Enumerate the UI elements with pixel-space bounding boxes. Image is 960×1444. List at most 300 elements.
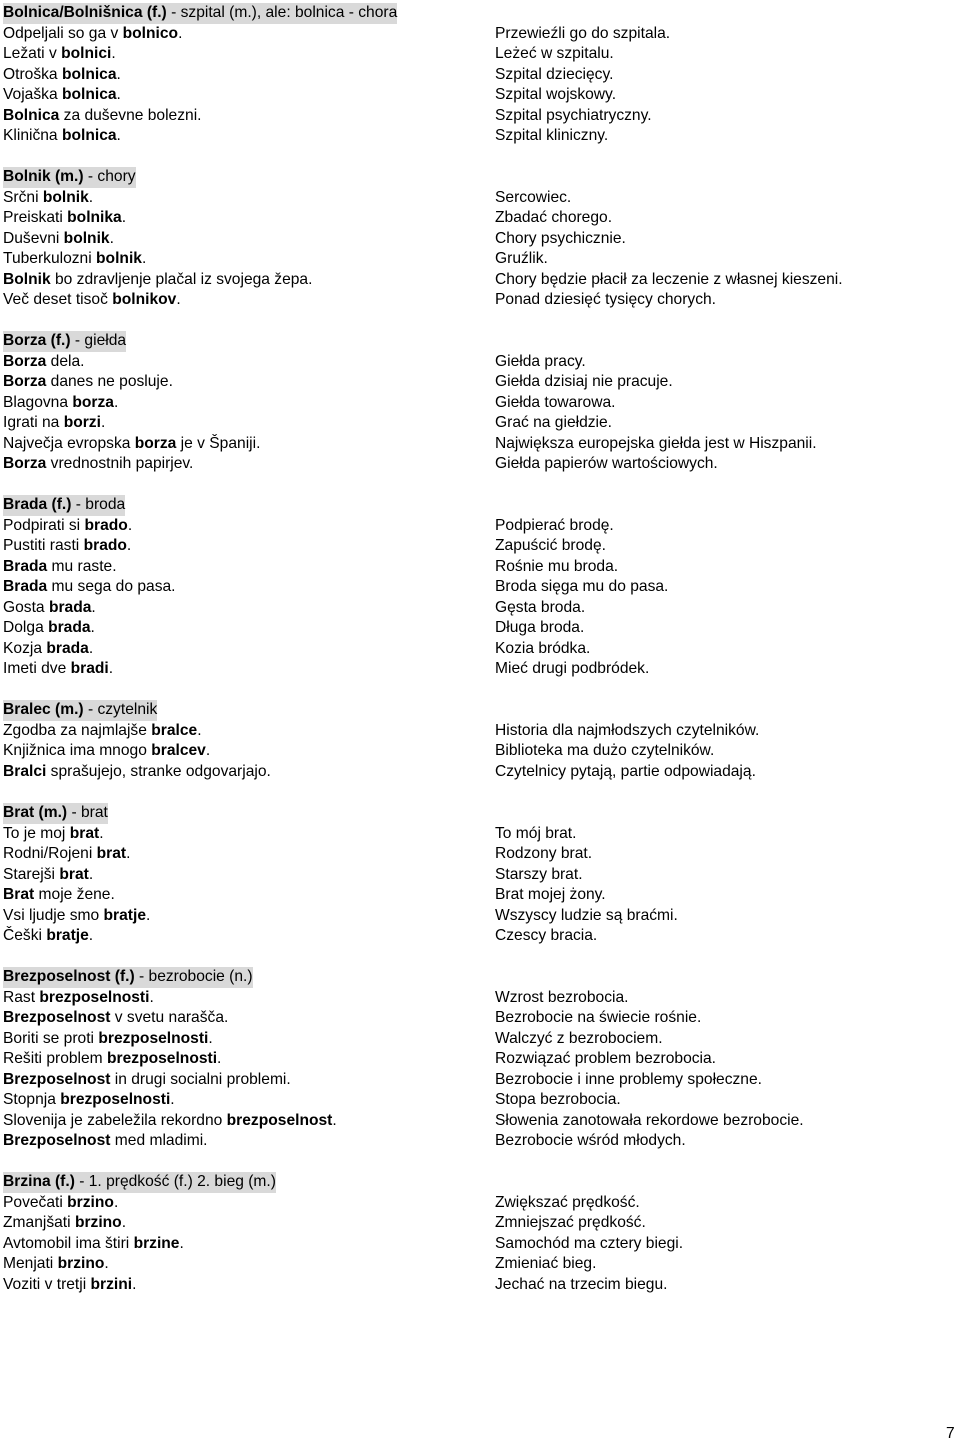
example-row [0, 721, 960, 742]
text-fragment: . [88, 865, 94, 883]
headword-form: bolnica [61, 65, 117, 83]
text-fragment: . [116, 65, 121, 83]
polish-translation: Ponad dziesięć tysięcy chorych. [495, 291, 717, 308]
polish-translation: Szpital kliniczny. [495, 127, 609, 144]
example-row [0, 1090, 960, 1111]
text-fragment: mu raste. [47, 557, 117, 575]
headword-form: Bolnik (m.) [3, 168, 84, 185]
example-row [0, 926, 960, 947]
text-fragment: sprašujejo, stranke odgovarjajo. [46, 762, 271, 780]
example-row [0, 372, 960, 393]
text-fragment: . [109, 229, 114, 247]
headword-form: Bolnik [3, 270, 51, 288]
headword-form: Borza [3, 373, 47, 390]
polish-translation: Bezrobocie i inne problemy społeczne. [495, 1070, 762, 1088]
polish-translation: Sercowiec. [495, 188, 572, 206]
dictionary-entry [0, 167, 960, 311]
entry-heading-row [0, 167, 960, 188]
polish-translation: Leżeć w szpitalu. [495, 45, 614, 62]
slovenian-example [3, 906, 150, 927]
slovenian-example [3, 1254, 109, 1275]
text-fragment: Tuberkulozni [3, 250, 97, 267]
polish-translation: Rozwiązać problem bezrobocia. [495, 1050, 717, 1067]
polish-translation: Wzrost bezrobocia. [495, 988, 629, 1006]
polish-translation: Brat mojej żony. [495, 886, 606, 903]
text-fragment: Rodni/Rojeni [3, 845, 97, 862]
text-fragment: . [113, 1193, 119, 1211]
polish-translation: Starszy brat. [495, 865, 583, 883]
headword-form: Brezposelnost [3, 1132, 111, 1149]
slovenian-example [3, 44, 116, 65]
dictionary-entry [0, 331, 960, 475]
headword-form: Brezposelnost [3, 1009, 111, 1026]
example-row [0, 659, 960, 680]
headword-form: bolnikov [112, 291, 177, 308]
example-row [0, 536, 960, 557]
example-row [0, 208, 960, 229]
text-fragment: Povečati [3, 1193, 68, 1211]
text-fragment: . [149, 988, 154, 1006]
polish-translation: Jechać na trzecim biegu. [495, 1275, 668, 1293]
slovenian-example [3, 926, 93, 947]
polish-translation: Rośnie mu broda. [495, 557, 619, 575]
dictionary-entry [0, 495, 960, 680]
polish-translation: Stopa bezrobocia. [495, 1091, 621, 1108]
text-fragment: Otroška [3, 65, 62, 83]
polish-translation: Zapuścić brodę. [495, 537, 606, 554]
dictionary-entry [0, 967, 960, 1152]
slovenian-example [3, 1213, 126, 1234]
text-fragment: . [108, 660, 114, 677]
text-fragment: za duševne bolezni. [59, 106, 202, 124]
example-row [0, 618, 960, 639]
example-row [0, 1254, 960, 1275]
polish-translation: Giełda pracy. [495, 352, 586, 370]
headword-form: bolnik [63, 229, 110, 247]
slovenian-example [3, 208, 126, 229]
headword-form: brezposelnosti [98, 1029, 209, 1047]
entry-heading [3, 167, 136, 188]
slovenian-example [3, 126, 121, 147]
example-row [0, 229, 960, 250]
polish-translation: Giełda towarowa. [495, 393, 616, 411]
slovenian-example [3, 1070, 291, 1091]
text-fragment: . [116, 86, 121, 103]
text-fragment: Avtomobil ima štiri [3, 1234, 134, 1252]
slovenian-example [3, 1049, 221, 1070]
example-row [0, 44, 960, 65]
example-row [0, 557, 960, 578]
example-row [0, 824, 960, 845]
example-row [0, 516, 960, 537]
example-row [0, 290, 960, 311]
example-row [0, 885, 960, 906]
slovenian-example [3, 762, 271, 783]
slovenian-example [3, 618, 95, 639]
slovenian-example [3, 270, 312, 291]
polish-translation: Szpital psychiatryczny. [495, 106, 652, 124]
slovenian-example [3, 290, 181, 311]
text-fragment: . [111, 45, 116, 62]
polish-translation: Czytelnicy pytają, partie odpowiadają. [495, 762, 756, 780]
slovenian-example [3, 65, 121, 86]
headword-form: Brat (m.) [3, 804, 68, 821]
headword-form: bralcev [151, 742, 206, 759]
slovenian-example [3, 24, 182, 45]
entry-heading-row [0, 1172, 960, 1193]
text-fragment: . [121, 209, 127, 226]
text-fragment: Boriti se proti [3, 1029, 99, 1047]
headword-form: bolnica [61, 86, 117, 103]
slovenian-example [3, 188, 93, 209]
headword-form: Bolnica/Bolnišnica (f.) [3, 4, 167, 21]
example-row [0, 741, 960, 762]
text-fragment: Odpeljali so ga v [3, 24, 123, 42]
example-row [0, 1234, 960, 1255]
text-fragment: je v Španiji. [176, 434, 261, 452]
headword-form: Bolnica [3, 106, 60, 124]
text-fragment: Pustiti rasti [3, 537, 84, 554]
slovenian-example [3, 516, 132, 537]
text-fragment: Stopnja [3, 1091, 61, 1108]
text-fragment: . [332, 1111, 337, 1129]
headword-form: brado [84, 516, 128, 534]
polish-translation: Bezrobocie na świecie rośnie. [495, 1009, 702, 1026]
headword-form: bolnico [122, 24, 179, 42]
text-fragment: med mladimi. [110, 1132, 208, 1149]
text-fragment: . [121, 1214, 127, 1231]
example-row [0, 85, 960, 106]
example-row [0, 126, 960, 147]
text-fragment: - broda [71, 496, 126, 513]
text-fragment: - brat [67, 804, 108, 821]
text-fragment: Starejši [3, 865, 60, 883]
polish-translation: Giełda dzisiaj nie pracuje. [495, 373, 673, 390]
slovenian-example [3, 577, 176, 598]
slovenian-example [3, 1029, 213, 1050]
entry-heading [3, 3, 397, 24]
headword-form: Brada [3, 578, 48, 595]
headword-form: brzini [90, 1275, 133, 1293]
text-fragment: - bezrobocie (n.) [134, 968, 253, 985]
slovenian-example [3, 659, 113, 680]
headword-form: brat [59, 865, 89, 883]
entry-heading-row [0, 967, 960, 988]
headword-form: brada [48, 598, 92, 616]
example-row [0, 598, 960, 619]
dictionary-entry [0, 803, 960, 947]
polish-translation: Podpierać brodę. [495, 516, 614, 534]
polish-translation: Gruźlik. [495, 250, 548, 267]
text-fragment: Največja evropska [3, 434, 135, 452]
example-row [0, 434, 960, 455]
headword-form: bralce [151, 721, 198, 739]
text-fragment: Knjižnica ima mnogo [3, 742, 152, 759]
polish-translation: Samochód ma cztery biegi. [495, 1234, 684, 1252]
headword-form: bolnici [61, 45, 112, 62]
headword-form: brezposelnosti [39, 988, 150, 1006]
headword-form: Borza [3, 352, 47, 370]
entry-heading [3, 331, 126, 352]
text-fragment: Voziti v tretji [3, 1275, 91, 1293]
text-fragment: - szpital (m.), ale: bolnica - chora [166, 4, 398, 21]
entry-heading [3, 803, 108, 824]
text-fragment: . [127, 516, 133, 534]
polish-translation: Zwiększać prędkość. [495, 1193, 640, 1211]
text-fragment: in drugi socialni problemi. [110, 1070, 291, 1088]
headword-form: bradi [70, 660, 109, 677]
slovenian-example [3, 229, 114, 250]
entry-heading-row [0, 331, 960, 352]
text-fragment: To je moj [3, 824, 70, 842]
text-fragment: . [91, 598, 96, 616]
example-row [0, 1029, 960, 1050]
entry-heading [3, 1172, 276, 1193]
text-fragment: . [141, 250, 147, 267]
slovenian-example [3, 1131, 208, 1152]
slovenian-example [3, 413, 105, 434]
text-fragment: - czytelnik [83, 701, 158, 718]
text-fragment: . [217, 1050, 222, 1067]
polish-translation: Długa broda. [495, 619, 585, 636]
polish-translation: Walczyć z bezrobociem. [495, 1029, 663, 1047]
slovenian-example [3, 536, 131, 557]
polish-translation: To mój brat. [495, 824, 577, 842]
text-fragment: . [146, 906, 151, 924]
example-row [0, 988, 960, 1009]
polish-translation: Grać na giełdzie. [495, 414, 613, 431]
slovenian-example [3, 85, 121, 106]
headword-form: brezposelnosti [107, 1050, 218, 1067]
text-fragment: . [88, 927, 94, 944]
slovenian-example [3, 1193, 118, 1214]
text-fragment: - chory [83, 168, 136, 185]
example-row [0, 577, 960, 598]
polish-translation: Szpital wojskowy. [495, 86, 617, 103]
headword-form: brzino [57, 1255, 105, 1272]
headword-form: bolnica [61, 127, 117, 144]
text-fragment: . [170, 1091, 175, 1108]
slovenian-example [3, 434, 260, 455]
headword-form: brado [83, 537, 127, 554]
text-fragment: bo zdravljenje plačal iz svojega žepa. [50, 270, 313, 288]
polish-translation: Zbadać chorego. [495, 209, 613, 226]
text-fragment: . [205, 742, 211, 759]
text-fragment: Srčni [3, 188, 43, 206]
entry-heading-row [0, 495, 960, 516]
slovenian-example [3, 372, 173, 393]
text-fragment: Blagovna [3, 393, 73, 411]
headword-form: Borza (f.) [3, 332, 71, 349]
headword-form: Bralci [3, 762, 47, 780]
polish-translation: Biblioteka ma dużo czytelników. [495, 742, 715, 759]
example-row [0, 24, 960, 45]
text-fragment: . [176, 291, 181, 308]
polish-translation: Mieć drugi podbródek. [495, 660, 650, 677]
polish-translation: Bezrobocie wśród młodych. [495, 1132, 686, 1149]
headword-form: Brezposelnost [3, 1070, 111, 1088]
polish-translation: Czescy bracia. [495, 927, 598, 944]
example-row [0, 413, 960, 434]
text-fragment: Vojaška [3, 86, 62, 103]
text-fragment: Duševni [3, 229, 64, 247]
text-fragment: Slovenija je zabeležila rekordno [3, 1111, 227, 1129]
headword-form: brzino [74, 1214, 122, 1231]
polish-translation: Giełda papierów wartościowych. [495, 455, 718, 472]
example-row [0, 1213, 960, 1234]
example-row [0, 906, 960, 927]
example-row [0, 249, 960, 270]
text-fragment: . [104, 1255, 109, 1272]
slovenian-example [3, 1111, 337, 1132]
text-fragment: . [90, 619, 95, 636]
polish-translation: Przewieźli go do szpitala. [495, 24, 671, 42]
polish-translation: Broda sięga mu do pasa. [495, 578, 669, 595]
slovenian-example [3, 598, 96, 619]
text-fragment: . [88, 188, 94, 206]
example-row [0, 639, 960, 660]
text-fragment: Rast [3, 988, 40, 1006]
example-row [0, 393, 960, 414]
example-row [0, 1131, 960, 1152]
headword-form: brezposelnosti [60, 1091, 171, 1108]
text-fragment: moje žene. [34, 886, 115, 903]
polish-translation: Rodzony brat. [495, 845, 593, 862]
entry-heading [3, 700, 157, 721]
text-fragment: . [116, 127, 121, 144]
slovenian-example [3, 988, 154, 1009]
polish-translation: Chory będzie płacił za leczenie z własnej kieszeni. [495, 270, 843, 288]
text-fragment: - 1. prędkość (f.) 2. bieg (m.) [74, 1173, 276, 1190]
text-fragment: . [126, 537, 132, 554]
text-fragment: . [113, 393, 119, 411]
text-fragment: Preiskati [3, 209, 68, 226]
entry-heading [3, 495, 125, 516]
headword-form: brada [48, 619, 91, 636]
text-fragment: Kozja [3, 639, 47, 657]
slovenian-example [3, 557, 117, 578]
text-fragment: . [179, 1234, 184, 1252]
example-row [0, 352, 960, 373]
slovenian-example [3, 721, 202, 742]
slovenian-example [3, 885, 115, 906]
example-row [0, 454, 960, 475]
slovenian-example [3, 393, 118, 414]
slovenian-example [3, 106, 202, 127]
headword-form: bratje [103, 906, 146, 924]
entry-heading-row [0, 3, 960, 24]
example-row [0, 762, 960, 783]
headword-form: brzine [133, 1234, 180, 1252]
text-fragment: dela. [46, 352, 85, 370]
dictionary-entry [0, 700, 960, 782]
example-row [0, 1070, 960, 1091]
headword-form: bratje [46, 927, 89, 944]
entry-heading-row [0, 700, 960, 721]
headword-form: Brada (f.) [3, 496, 72, 513]
text-fragment: . [208, 1029, 213, 1047]
slovenian-example [3, 249, 146, 270]
example-row [0, 1193, 960, 1214]
headword-form: brezposelnost [226, 1111, 333, 1129]
text-fragment: Rešiti problem [3, 1050, 107, 1067]
example-row [0, 1111, 960, 1132]
example-row [0, 1049, 960, 1070]
slovenian-example [3, 1090, 175, 1111]
text-fragment: mu sega do pasa. [47, 578, 176, 595]
slovenian-example [3, 1008, 228, 1029]
entry-heading [3, 967, 253, 988]
dictionary-entry [0, 3, 960, 147]
headword-form: bolnik [96, 250, 142, 267]
polish-translation: Największa europejska giełda jest w Hiszpanii. [495, 434, 817, 452]
example-row [0, 188, 960, 209]
text-fragment: . [99, 824, 104, 842]
headword-form: Borza [3, 455, 47, 472]
text-fragment: Menjati [3, 1255, 58, 1272]
polish-translation: Gęsta broda. [495, 598, 586, 616]
polish-translation: Słowenia zanotowała rekordowe bezrobocie. [495, 1111, 804, 1129]
headword-form: Brzina (f.) [3, 1173, 75, 1190]
text-fragment: - giełda [70, 332, 127, 349]
text-fragment: Igrati na [3, 414, 64, 431]
polish-translation: Wszyscy ludzie są braćmi. [495, 906, 678, 924]
headword-form: borza [134, 434, 177, 452]
text-fragment: . [88, 639, 94, 657]
slovenian-example [3, 824, 104, 845]
dictionary-entry [0, 1172, 960, 1295]
slovenian-example [3, 454, 193, 475]
headword-form: bolnik [42, 188, 89, 206]
text-fragment: . [178, 24, 183, 42]
text-fragment: . [100, 414, 106, 431]
text-fragment: Vsi ljudje smo [3, 906, 104, 924]
headword-form: borza [72, 393, 114, 411]
entry-heading-row [0, 803, 960, 824]
text-fragment: vrednostnih papirjev. [46, 455, 194, 472]
headword-form: brat [96, 845, 127, 862]
text-fragment: v svetu narašča. [110, 1009, 229, 1026]
headword-form: brada [46, 639, 89, 657]
text-fragment: Podpirati si [3, 516, 85, 534]
headword-form: Brada [3, 557, 48, 575]
headword-form: Bralec (m.) [3, 701, 84, 718]
example-row [0, 865, 960, 886]
slovenian-example [3, 865, 93, 886]
text-fragment: danes ne posluje. [46, 373, 173, 390]
polish-translation: Chory psychicznie. [495, 229, 626, 247]
text-fragment: Češki [3, 927, 47, 944]
slovenian-example [3, 741, 210, 762]
headword-form: brzino [67, 1193, 114, 1211]
polish-translation: Kozia bródka. [495, 639, 591, 657]
text-fragment: Imeti dve [3, 660, 71, 677]
polish-translation: Zmieniać bieg. [495, 1255, 597, 1272]
headword-form: Brat [3, 886, 35, 903]
slovenian-example [3, 844, 130, 865]
text-fragment: Klinična [3, 127, 62, 144]
slovenian-example [3, 352, 84, 373]
headword-form: borzi [63, 414, 101, 431]
example-row [0, 1008, 960, 1029]
slovenian-example [3, 1234, 184, 1255]
headword-form: bolnika [67, 209, 122, 226]
headword-form: Brezposelnost (f.) [3, 968, 135, 985]
polish-translation: Historia dla najmłodszych czytelników. [495, 721, 760, 739]
slovenian-example [3, 639, 93, 660]
text-fragment: . [197, 721, 202, 739]
text-fragment: Več deset tisoč [3, 291, 113, 308]
